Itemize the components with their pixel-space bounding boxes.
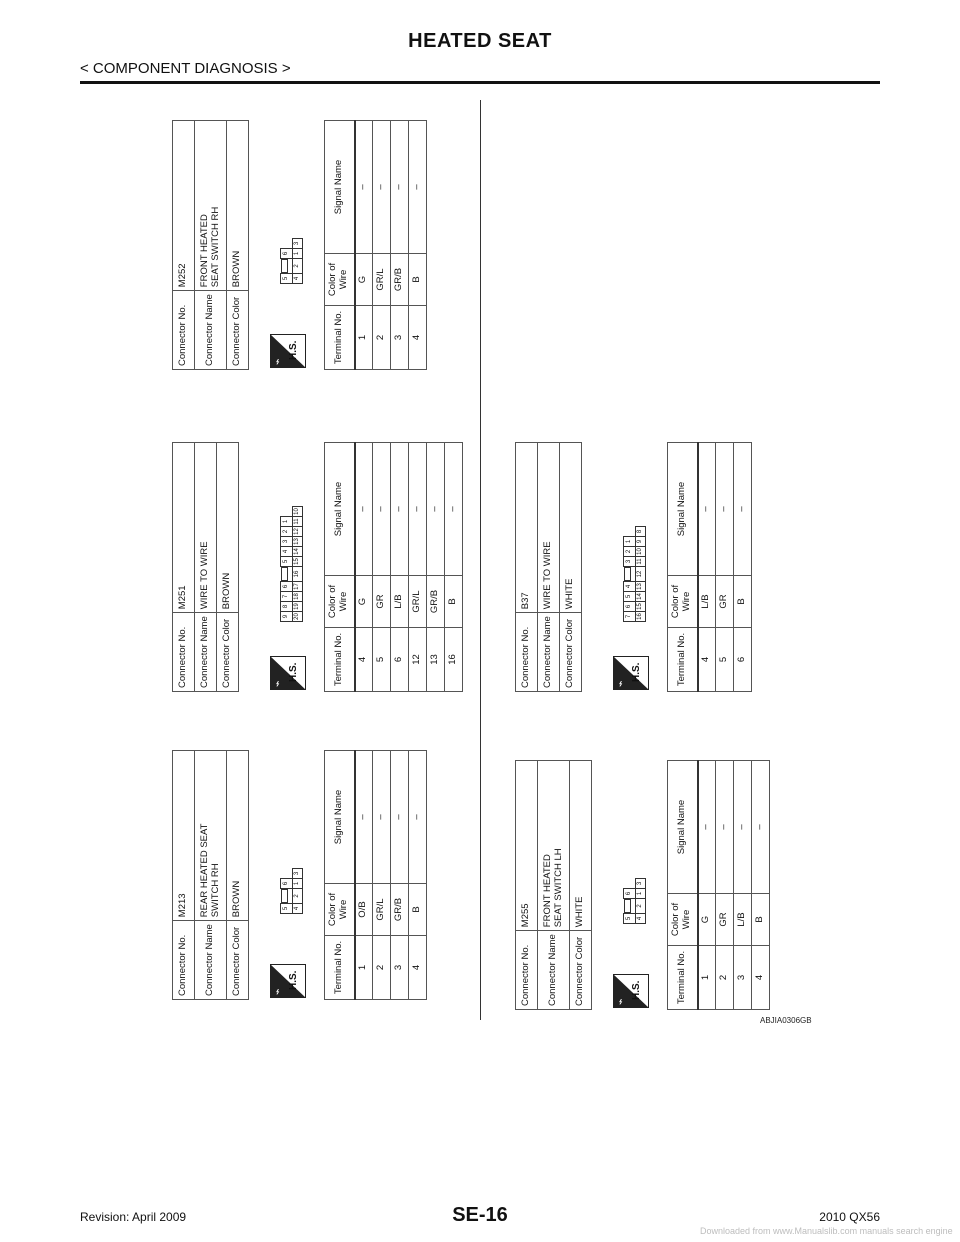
terminal-no-cell: 3 — [391, 936, 409, 1000]
pin-cell: 1 — [624, 537, 636, 547]
pin-cell: 3 — [635, 879, 645, 889]
pin-cell: 13 — [292, 537, 302, 547]
pin-cell: 5 — [624, 592, 636, 602]
connector-no-row — [173, 443, 195, 692]
connector-name-label: Connector Name — [195, 613, 217, 692]
connector-color-label: Connector Color — [560, 613, 582, 692]
connector-name-label: Connector Name — [195, 291, 227, 370]
connector-name-label: Connector Name — [538, 931, 570, 1010]
connector-no-label: Connector No. — [516, 613, 538, 692]
table-row — [373, 121, 391, 370]
terminal-no-header: Terminal No. — [668, 628, 698, 692]
hs-label: H.S. — [288, 970, 299, 990]
signal-name-cell: – — [409, 443, 427, 576]
connector-color-row — [227, 121, 249, 370]
table-row — [373, 443, 391, 692]
pin-cell: 3 — [624, 557, 636, 567]
pin-cell: 5 — [281, 904, 293, 914]
terminal-no-cell: 4 — [752, 946, 770, 1010]
connector-icon: ⌁ — [615, 680, 627, 687]
breadcrumb: < COMPONENT DIAGNOSIS > — [80, 60, 291, 77]
signal-name-header: Signal Name — [668, 443, 698, 576]
pin-row — [281, 869, 293, 914]
table-row — [355, 751, 373, 1000]
pin-row — [292, 239, 302, 284]
pin-row — [281, 507, 293, 622]
connector-color-row — [227, 751, 249, 1000]
terminal-no-cell: 5 — [716, 628, 734, 692]
signal-name-cell: – — [716, 443, 734, 576]
terminal-no-cell: 2 — [373, 306, 391, 370]
pin-row — [624, 879, 636, 924]
signal-name-cell: – — [445, 443, 463, 576]
terminal-no-cell: 16 — [445, 628, 463, 692]
terminal-no-cell: 1 — [355, 306, 373, 370]
signal-name-cell: – — [355, 443, 373, 576]
lock-tab — [281, 259, 288, 273]
wire-color-cell: GR/L — [373, 254, 391, 306]
signal-name-cell: – — [698, 761, 716, 894]
wire-color-cell: B — [752, 894, 770, 946]
table-row — [373, 751, 391, 1000]
pin-cell: 3 — [292, 869, 302, 879]
connector-pin-diagram — [280, 506, 303, 622]
hs-badge — [270, 334, 306, 368]
connector-icon: ⌁ — [272, 988, 284, 995]
hs-badge — [270, 656, 306, 690]
signal-name-cell: – — [409, 751, 427, 884]
pin-cell: 15 — [292, 557, 302, 567]
connector-icon: ⌁ — [615, 998, 627, 1005]
terminal-no-cell: 6 — [391, 628, 409, 692]
terminal-table — [667, 442, 752, 692]
table-row — [734, 761, 752, 1010]
pin-cell: 8 — [281, 602, 293, 612]
pin-cell: 9 — [635, 537, 645, 547]
table-row — [391, 751, 409, 1000]
wire-color-cell: GR/B — [427, 576, 445, 628]
connector-no-label: Connector No. — [173, 613, 195, 692]
page-title: HEATED SEAT — [408, 30, 552, 52]
terminal-table-header — [325, 751, 355, 1000]
connector-info-table — [515, 760, 592, 1010]
connector-no-value: M252 — [173, 121, 195, 291]
terminal-table — [667, 760, 770, 1010]
table-row — [391, 443, 409, 692]
pin-cell: 5 — [281, 274, 293, 284]
wire-color-cell: B — [409, 884, 427, 936]
terminal-table — [324, 750, 427, 1000]
terminal-no-header: Terminal No. — [668, 946, 698, 1010]
table-row — [391, 121, 409, 370]
table-row — [409, 751, 427, 1000]
pin-cell: 5 — [281, 557, 293, 567]
signal-name-header: Signal Name — [325, 751, 355, 884]
lock-tab — [624, 567, 631, 581]
connector-lock-icon — [281, 567, 293, 582]
connector-info-table — [172, 750, 249, 1000]
table-row — [409, 121, 427, 370]
connector-color-value: BROWN — [227, 121, 249, 291]
pin-cell: 11 — [292, 517, 302, 527]
signal-name-cell: – — [391, 443, 409, 576]
pin-row — [281, 239, 293, 284]
signal-name-cell: – — [427, 443, 445, 576]
pin-cell: 13 — [635, 582, 645, 592]
terminal-no-cell: 2 — [373, 936, 391, 1000]
terminal-table-header — [325, 443, 355, 692]
terminal-no-header: Terminal No. — [325, 306, 355, 370]
wire-color-cell: L/B — [391, 576, 409, 628]
pin-cell: 19 — [292, 602, 302, 612]
pin-cell: 1 — [281, 517, 293, 527]
wire-color-cell: G — [698, 894, 716, 946]
connector-color-label: Connector Color — [217, 613, 239, 692]
connector-name-row — [195, 443, 217, 692]
connector-name-label: Connector Name — [195, 921, 227, 1000]
connector-name-row — [195, 751, 227, 1000]
connector-color-value: BROWN — [227, 751, 249, 921]
connector-pin-diagram — [623, 878, 646, 924]
connector-no-row — [173, 121, 195, 370]
wire-color-cell: GR/L — [373, 884, 391, 936]
terminal-no-cell: 1 — [355, 936, 373, 1000]
connector-pin-diagram — [623, 526, 646, 622]
pin-cell: 3 — [281, 537, 293, 547]
connector-no-row — [516, 443, 538, 692]
signal-name-cell: – — [355, 121, 373, 254]
pin-cell: 10 — [292, 507, 302, 517]
terminal-no-header: Terminal No. — [325, 936, 355, 1000]
connector-block-m213 — [172, 750, 423, 1000]
center-divider — [480, 100, 481, 1020]
pin-row — [635, 879, 645, 924]
connector-pin-diagram — [280, 238, 303, 284]
terminal-table-header — [325, 121, 355, 370]
connector-block-m251 — [172, 442, 459, 692]
table-row — [716, 761, 734, 1010]
connector-no-value: M251 — [173, 443, 195, 613]
table-row — [355, 443, 373, 692]
terminal-no-cell: 12 — [409, 628, 427, 692]
connector-no-label: Connector No. — [173, 921, 195, 1000]
pin-cell: 4 — [281, 547, 293, 557]
connector-color-row — [217, 443, 239, 692]
table-row — [698, 761, 716, 1010]
pin-row — [624, 527, 636, 622]
connector-color-label: Connector Color — [227, 921, 249, 1000]
color-of-wire-header: Color of Wire — [325, 884, 355, 936]
pin-cell: 1 — [292, 879, 302, 889]
pin-cell: 12 — [635, 567, 645, 582]
pin-cell: 9 — [281, 612, 293, 622]
connector-name-row — [538, 761, 570, 1010]
pin-cell: 1 — [292, 249, 302, 259]
pin-cell: 2 — [281, 527, 293, 537]
wire-color-cell: B — [409, 254, 427, 306]
table-row — [752, 761, 770, 1010]
connector-no-row — [173, 751, 195, 1000]
table-row — [698, 443, 716, 692]
wire-color-cell: O/B — [355, 884, 373, 936]
pin-cell: 6 — [281, 249, 293, 259]
terminal-no-cell: 6 — [734, 628, 752, 692]
hs-label: H.S. — [288, 340, 299, 360]
pin-cell: 3 — [292, 239, 302, 249]
wire-color-cell: L/B — [698, 576, 716, 628]
wire-color-cell: GR — [716, 894, 734, 946]
wire-color-cell: B — [734, 576, 752, 628]
pin-cell: 14 — [635, 592, 645, 602]
signal-name-cell: – — [373, 121, 391, 254]
connector-color-value: WHITE — [560, 443, 582, 613]
pin-cell: 15 — [635, 602, 645, 612]
hs-label: H.S. — [631, 662, 642, 682]
pin-row — [292, 869, 302, 914]
model-text: 2010 QX56 — [819, 1210, 880, 1224]
connector-info-table — [515, 442, 582, 692]
connector-name-value: REAR HEATED SEAT SWITCH RH — [195, 751, 227, 921]
connector-no-row — [516, 761, 538, 1010]
signal-name-cell: – — [734, 761, 752, 894]
table-row — [355, 121, 373, 370]
terminal-no-cell: 3 — [391, 306, 409, 370]
terminal-table-header — [668, 761, 698, 1010]
pin-cell: 8 — [635, 527, 645, 537]
pin-cell: 14 — [292, 547, 302, 557]
connector-info-table — [172, 442, 239, 692]
wire-color-cell: B — [445, 576, 463, 628]
signal-name-header: Signal Name — [668, 761, 698, 894]
connector-block-b37 — [515, 442, 748, 692]
pin-cell: 18 — [292, 592, 302, 602]
connector-name-label: Connector Name — [538, 613, 560, 692]
signal-name-cell: – — [391, 751, 409, 884]
wire-color-cell: GR — [716, 576, 734, 628]
pin-cell: 5 — [624, 914, 636, 924]
pin-row — [292, 507, 302, 622]
signal-name-cell: – — [355, 751, 373, 884]
pin-cell: 10 — [635, 547, 645, 557]
connector-lock-icon — [281, 889, 293, 904]
lock-tab — [624, 899, 631, 913]
connector-color-row — [570, 761, 592, 1010]
pin-cell: 2 — [292, 259, 302, 274]
pin-cell: 6 — [281, 879, 293, 889]
signal-name-cell: – — [391, 121, 409, 254]
connector-icon: ⌁ — [272, 358, 284, 365]
hs-label: H.S. — [631, 980, 642, 1000]
terminal-no-cell: 1 — [698, 946, 716, 1010]
pin-cell: 4 — [292, 274, 302, 284]
connector-color-label: Connector Color — [570, 931, 592, 1010]
connector-no-value: M255 — [516, 761, 538, 931]
wire-color-cell: GR/L — [409, 576, 427, 628]
signal-name-cell: – — [734, 443, 752, 576]
terminal-no-header: Terminal No. — [325, 628, 355, 692]
connector-block-m252 — [172, 120, 423, 370]
pin-cell: 7 — [281, 592, 293, 602]
pin-cell: 2 — [635, 899, 645, 914]
terminal-no-cell: 13 — [427, 628, 445, 692]
pin-cell: 1 — [635, 889, 645, 899]
connector-block-m255 — [515, 760, 766, 1010]
terminal-no-cell: 4 — [355, 628, 373, 692]
hs-badge — [613, 974, 649, 1008]
pin-cell: 6 — [624, 602, 636, 612]
hs-label: H.S. — [288, 662, 299, 682]
connector-name-row — [195, 121, 227, 370]
connector-color-value: BROWN — [217, 443, 239, 613]
table-row — [445, 443, 463, 692]
wire-color-cell: G — [355, 576, 373, 628]
terminal-table — [324, 442, 463, 692]
wire-color-cell: GR/B — [391, 254, 409, 306]
table-row — [409, 443, 427, 692]
pin-cell: 4 — [635, 914, 645, 924]
terminal-no-cell: 5 — [373, 628, 391, 692]
terminal-no-cell: 4 — [409, 936, 427, 1000]
hs-badge — [270, 964, 306, 998]
terminal-no-cell: 4 — [409, 306, 427, 370]
signal-name-header: Signal Name — [325, 121, 355, 254]
color-of-wire-header: Color of Wire — [325, 576, 355, 628]
signal-name-cell: – — [373, 443, 391, 576]
pin-cell: 6 — [624, 889, 636, 899]
connector-lock-icon — [624, 567, 636, 582]
table-row — [716, 443, 734, 692]
connector-lock-icon — [624, 899, 636, 914]
lock-tab — [281, 889, 288, 903]
table-row — [734, 443, 752, 692]
wire-color-cell: GR/B — [391, 884, 409, 936]
connector-name-value: WIRE TO WIRE — [195, 443, 217, 613]
pin-cell: 2 — [624, 547, 636, 557]
signal-name-cell: – — [409, 121, 427, 254]
connector-pin-diagram — [280, 868, 303, 914]
connector-no-label: Connector No. — [173, 291, 195, 370]
color-of-wire-header: Color of Wire — [668, 894, 698, 946]
connector-icon: ⌁ — [272, 680, 284, 687]
color-of-wire-header: Color of Wire — [668, 576, 698, 628]
connector-name-value: WIRE TO WIRE — [538, 443, 560, 613]
terminal-table-header — [668, 443, 698, 692]
hs-badge — [613, 656, 649, 690]
connector-no-label: Connector No. — [516, 931, 538, 1010]
connector-color-label: Connector Color — [227, 291, 249, 370]
signal-name-cell: – — [716, 761, 734, 894]
signal-name-cell: – — [698, 443, 716, 576]
pin-cell: 12 — [292, 527, 302, 537]
signal-name-cell: – — [752, 761, 770, 894]
connector-lock-icon — [281, 259, 293, 274]
page-number: SE-16 — [452, 1204, 508, 1226]
terminal-table — [324, 120, 427, 370]
pin-cell: 16 — [635, 612, 645, 622]
pin-cell: 11 — [635, 557, 645, 567]
terminal-no-cell: 4 — [698, 628, 716, 692]
pin-cell: 20 — [292, 612, 302, 622]
connector-name-value: FRONT HEATED SEAT SWITCH RH — [195, 121, 227, 291]
wire-color-cell: L/B — [734, 894, 752, 946]
terminal-no-cell: 3 — [734, 946, 752, 1010]
signal-name-header: Signal Name — [325, 443, 355, 576]
pin-cell: 17 — [292, 582, 302, 592]
pin-row — [635, 527, 645, 622]
revision-text: Revision: April 2009 — [80, 1210, 187, 1224]
header-rule — [80, 81, 880, 84]
wire-color-cell: G — [355, 254, 373, 306]
wire-color-cell: GR — [373, 576, 391, 628]
pin-cell: 4 — [624, 582, 636, 592]
pin-cell: 2 — [292, 889, 302, 904]
table-row — [427, 443, 445, 692]
pin-cell: 7 — [624, 612, 636, 622]
signal-name-cell: – — [373, 751, 391, 884]
connector-info-table — [172, 120, 249, 370]
figure-id: ABJIA0306GB — [760, 1016, 812, 1025]
connector-name-value: FRONT HEATED SEAT SWITCH LH — [538, 761, 570, 931]
lock-tab — [281, 567, 288, 581]
connector-no-value: B37 — [516, 443, 538, 613]
connector-color-value: WHITE — [570, 761, 592, 931]
connector-name-row — [538, 443, 560, 692]
connector-color-row — [560, 443, 582, 692]
connector-no-value: M213 — [173, 751, 195, 921]
pin-cell: 6 — [281, 582, 293, 592]
watermark: Downloaded from www.Manualslib.com manuals search engine — [700, 1226, 953, 1236]
pin-cell: 4 — [292, 904, 302, 914]
terminal-no-cell: 2 — [716, 946, 734, 1010]
pin-cell: 16 — [292, 567, 302, 582]
color-of-wire-header: Color of Wire — [325, 254, 355, 306]
